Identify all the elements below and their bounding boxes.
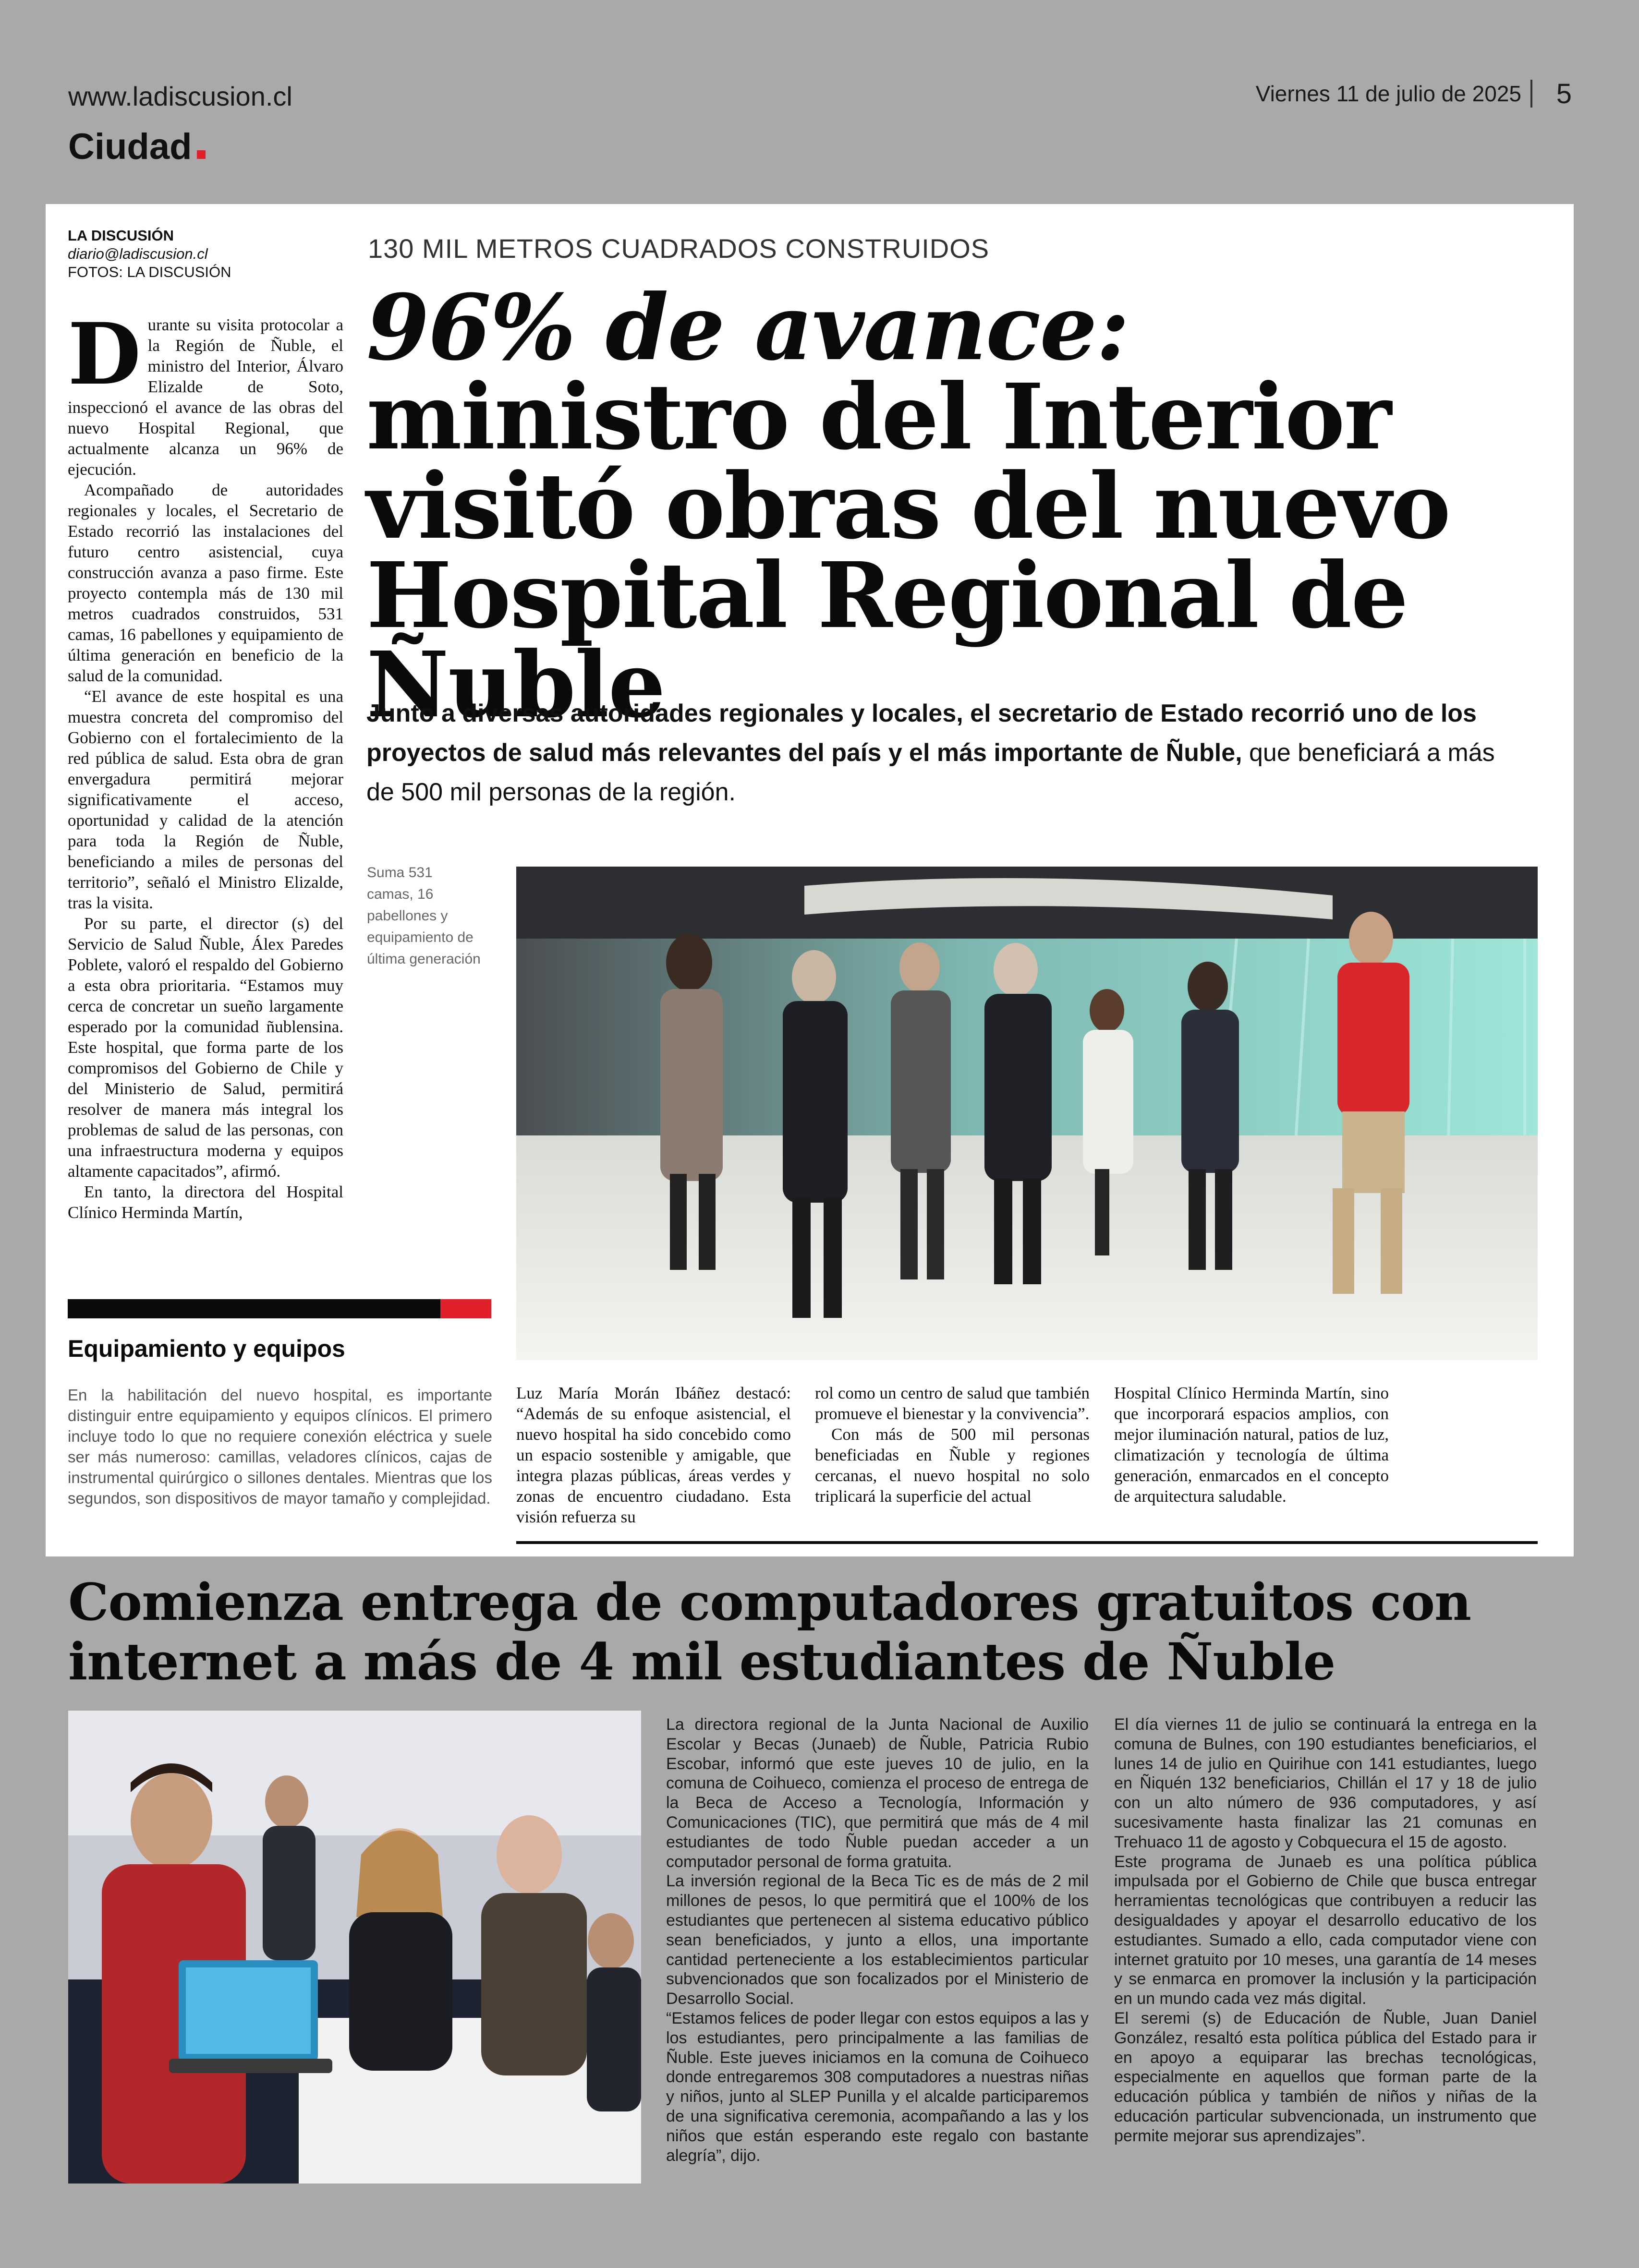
- article2-column-1: [666, 1715, 1089, 2165]
- body-column-4: Hospital Clínico Herminda Martín, sino que incorporará espacios amplios, con mejor iluminación natural, patios de luz, climatización y tecnología de última generación, enmarcados en el concepto de arquitectura saludable.: [1114, 1384, 1389, 1506]
- article-bottom-rule: [516, 1541, 1538, 1544]
- body-paragraph: El día viernes 11 de julio se continuará la entrega en la comuna de Bulnes, con 190 estudiantes beneficiarios, el lunes 14 de julio en Quirihue con 141 estudiantes, luego en Ñiquén 132 beneficiarios, Chillán el 17 y 18 de julio con un alto número de 936 computadores, y así sucesivamente hasta finalizar las 21 comunas en Trehuaco 11 de agosto y Cobquecura el 15 de agosto.: [1114, 1715, 1537, 1851]
- dek-bold: Junto a diversas autoridades regionales y locales, el secretario de Estado recorrió uno de los proyectos de salud más relevantes del país y el más importante de Ñuble,: [366, 700, 1477, 767]
- body-column-left: [68, 304, 343, 1223]
- headline-italic: 96% de avance:: [366, 275, 1129, 381]
- box-rule-red: [440, 1299, 491, 1318]
- byline: [68, 227, 231, 281]
- body-paragraph: El seremi (s) de Educación de Ñuble, Juan Daniel González, resaltó esta política pública del Estado para ir en apoyo a equiparar las brechas tecnológicas, especialmente en aquellos que forman parte de la educación pública y también de niños y niñas de la educación particular subvencionada, un instrumento que permite mejorar sus aprendizajes”.: [1114, 2009, 1537, 2145]
- article2-column-2: [1114, 1715, 1537, 2146]
- laptop-delivery-photo: [68, 1711, 641, 2184]
- page-number: 5: [1556, 78, 1572, 109]
- body-paragraph: Acompañado de autoridades regionales y locales, el Secretario de Estado recorrió las instalaciones del futuro centro asistencial, cuya construcción avanza a paso firme. Este proyecto contempla más de 130 mil metros cuadrados construidos, 531 camas, 16 pabellones y equipamiento de última generación en beneficio de la salud de la comunidad.: [68, 481, 343, 685]
- section-dot: [197, 150, 206, 159]
- byline-photos: FOTOS: LA DISCUSIÓN: [68, 264, 231, 280]
- box-body: En la habilitación del nuevo hospital, es importante distinguir entre equipamiento y equipos clínicos. El primero incluye todo lo que no requiere conexión eléctrica y suele ser más numeroso: camillas, veladores clínicos, cajas de instrumental quirúrgico o sillones dentales. Mientras que los segundos, son dispositivos de mayor tamaño y complejidad.: [68, 1386, 492, 1507]
- body-column-3: [815, 1383, 1090, 1507]
- site-url[interactable]: www.ladiscusion.cl: [68, 81, 292, 111]
- body-paragraph: “Estamos felices de poder llegar con estos equipos a las y los estudiantes, pero principalmente a las familias de Ñuble. Este jueves iniciamos en la comuna de Coihueco donde entregaremos 308 computadores a nuestras niñas y niños, junto al SLEP Punilla y el alcalde participaremos de una significativa ceremonia, acompañando a las y los niños que están esperando este regalo con bastante alegría”, dijo.: [666, 2009, 1089, 2165]
- article2-headline: Comienza entrega de computadores gratuitos con internet a más de 4 mil estudiantes de Ñuble: [68, 1572, 1471, 1691]
- body-column-2: Luz María Morán Ibáñez destacó: “Además de su enfoque asistencial, el nuevo hospital ha sido concebido como un espacio sostenible y amigable, que integra plazas públicas, áreas verdes y zonas de encuentro ciudadano. Esta visión refuerza su: [516, 1384, 791, 1526]
- body-paragraph: En tanto, la directora del Hospital Clínico Herminda Martín,: [68, 1182, 343, 1222]
- drop-cap: D: [68, 304, 141, 404]
- body-paragraph: Este programa de Junaeb es una política pública impulsada por el Gobierno de Chile que busca entregar herramientas tecnológicas que contribuyen a reducir las desigualdades y apoyar el desarrollo educativo de los estudiantes. Sumado a ello, cada computador viene con internet gratuito por 10 meses, una garantía de 14 meses y se enmarca en promover la inclusión y la participación en un mundo cada vez más digital.: [1114, 1852, 1537, 2008]
- box-rule-black: [68, 1299, 440, 1318]
- body-paragraph: Con más de 500 mil personas beneficiadas en Ñuble y regiones cercanas, el nuevo hospital no solo triplicará la superficie del actual: [815, 1425, 1090, 1506]
- byline-email[interactable]: diario@ladiscusion.cl: [68, 245, 208, 262]
- body-paragraph: La directora regional de la Junta Nacional de Auxilio Escolar y Becas (Junaeb) de Ñuble, Patricia Rubio Escobar, informó que este jueves 10 de julio, en la comuna de Coihueco, comienza el proceso de entrega de la Beca de Acceso a Tecnología, Información y Comunicaciones (TIC), que permitirá que más de 4 mil estudiantes de todo Ñuble puedan acceder a un computador personal de forma gratuita.: [666, 1715, 1089, 1871]
- body-paragraph: “El avance de este hospital es una muestra concreta del compromiso del Gobierno con el fortalecimiento de la red pública de salud. Esta obra de gran envergadura permitirá mejorar significativamente el acceso, oportunidad y calidad de la atención para toda la Región de Ñuble, beneficiando a miles de personas del territorio”, señaló el Ministro Elizalde, tras la visita.: [68, 687, 343, 912]
- box-title: Equipamiento y equipos: [68, 1335, 345, 1362]
- photo-caption: Suma 531 camas, 16 pabellones y equipamiento de última generación: [367, 865, 481, 967]
- page-date: Viernes 11 de julio de 2025: [1255, 81, 1521, 106]
- section-label: Ciudad: [68, 126, 192, 167]
- byline-org: LA DISCUSIÓN: [68, 227, 174, 244]
- headline-rest: ministro del Interior visitó obras del nuevo Hospital Regional de Ñuble: [366, 364, 1450, 738]
- body-paragraph: Por su parte, el director (s) del Servicio de Salud Ñuble, Álex Paredes Poblete, valoró el respaldo del Gobierno a esta obra prioritaria. “Estamos muy cerca de concretar un sueño largamente esperado por la comunidad ñublensina. Este hospital, que forma parte de los compromisos del Gobierno de Chile y del Ministerio de Salud, permitirá resolver de manera más integral los problemas de salud de las personas, con una infraestructura moderna y equipos altamente capacitados”, afirmó.: [68, 914, 343, 1181]
- hospital-visit-photo: [516, 867, 1538, 1360]
- header-divider: [1530, 80, 1532, 108]
- dek-rest: que beneficiará a más de 500 mil personas de la región.: [366, 739, 1495, 806]
- section-title: [68, 126, 206, 168]
- body-paragraph: rol como un centro de salud que también promueve el bienestar y la convivencia”.: [815, 1384, 1090, 1423]
- body-paragraph: [68, 304, 343, 480]
- article-kicker: 130 MIL METROS CUADRADOS CONSTRUIDOS: [368, 233, 990, 264]
- article-dek: [366, 694, 1524, 812]
- body-paragraph: La inversión regional de la Beca Tic es de más de 2 mil millones de pesos, lo que permitirá que el 100% de los estudiantes que pertenecen al sistema educativo público sean beneficiados, y junto a ellos, una importante cantidad perteneciente a los establecimientos particular subvencionados que son focalizados por el Ministerio de Desarrollo Social.: [666, 1872, 1089, 2008]
- paragraph-text: urante su visita protocolar a la Región de Ñuble, el ministro del Interior, Álvaro Elizalde de Soto, inspeccionó el avance de las obras del nuevo Hospital Regional, que actualmente alcanza un 96% de ejecución.: [68, 315, 343, 479]
